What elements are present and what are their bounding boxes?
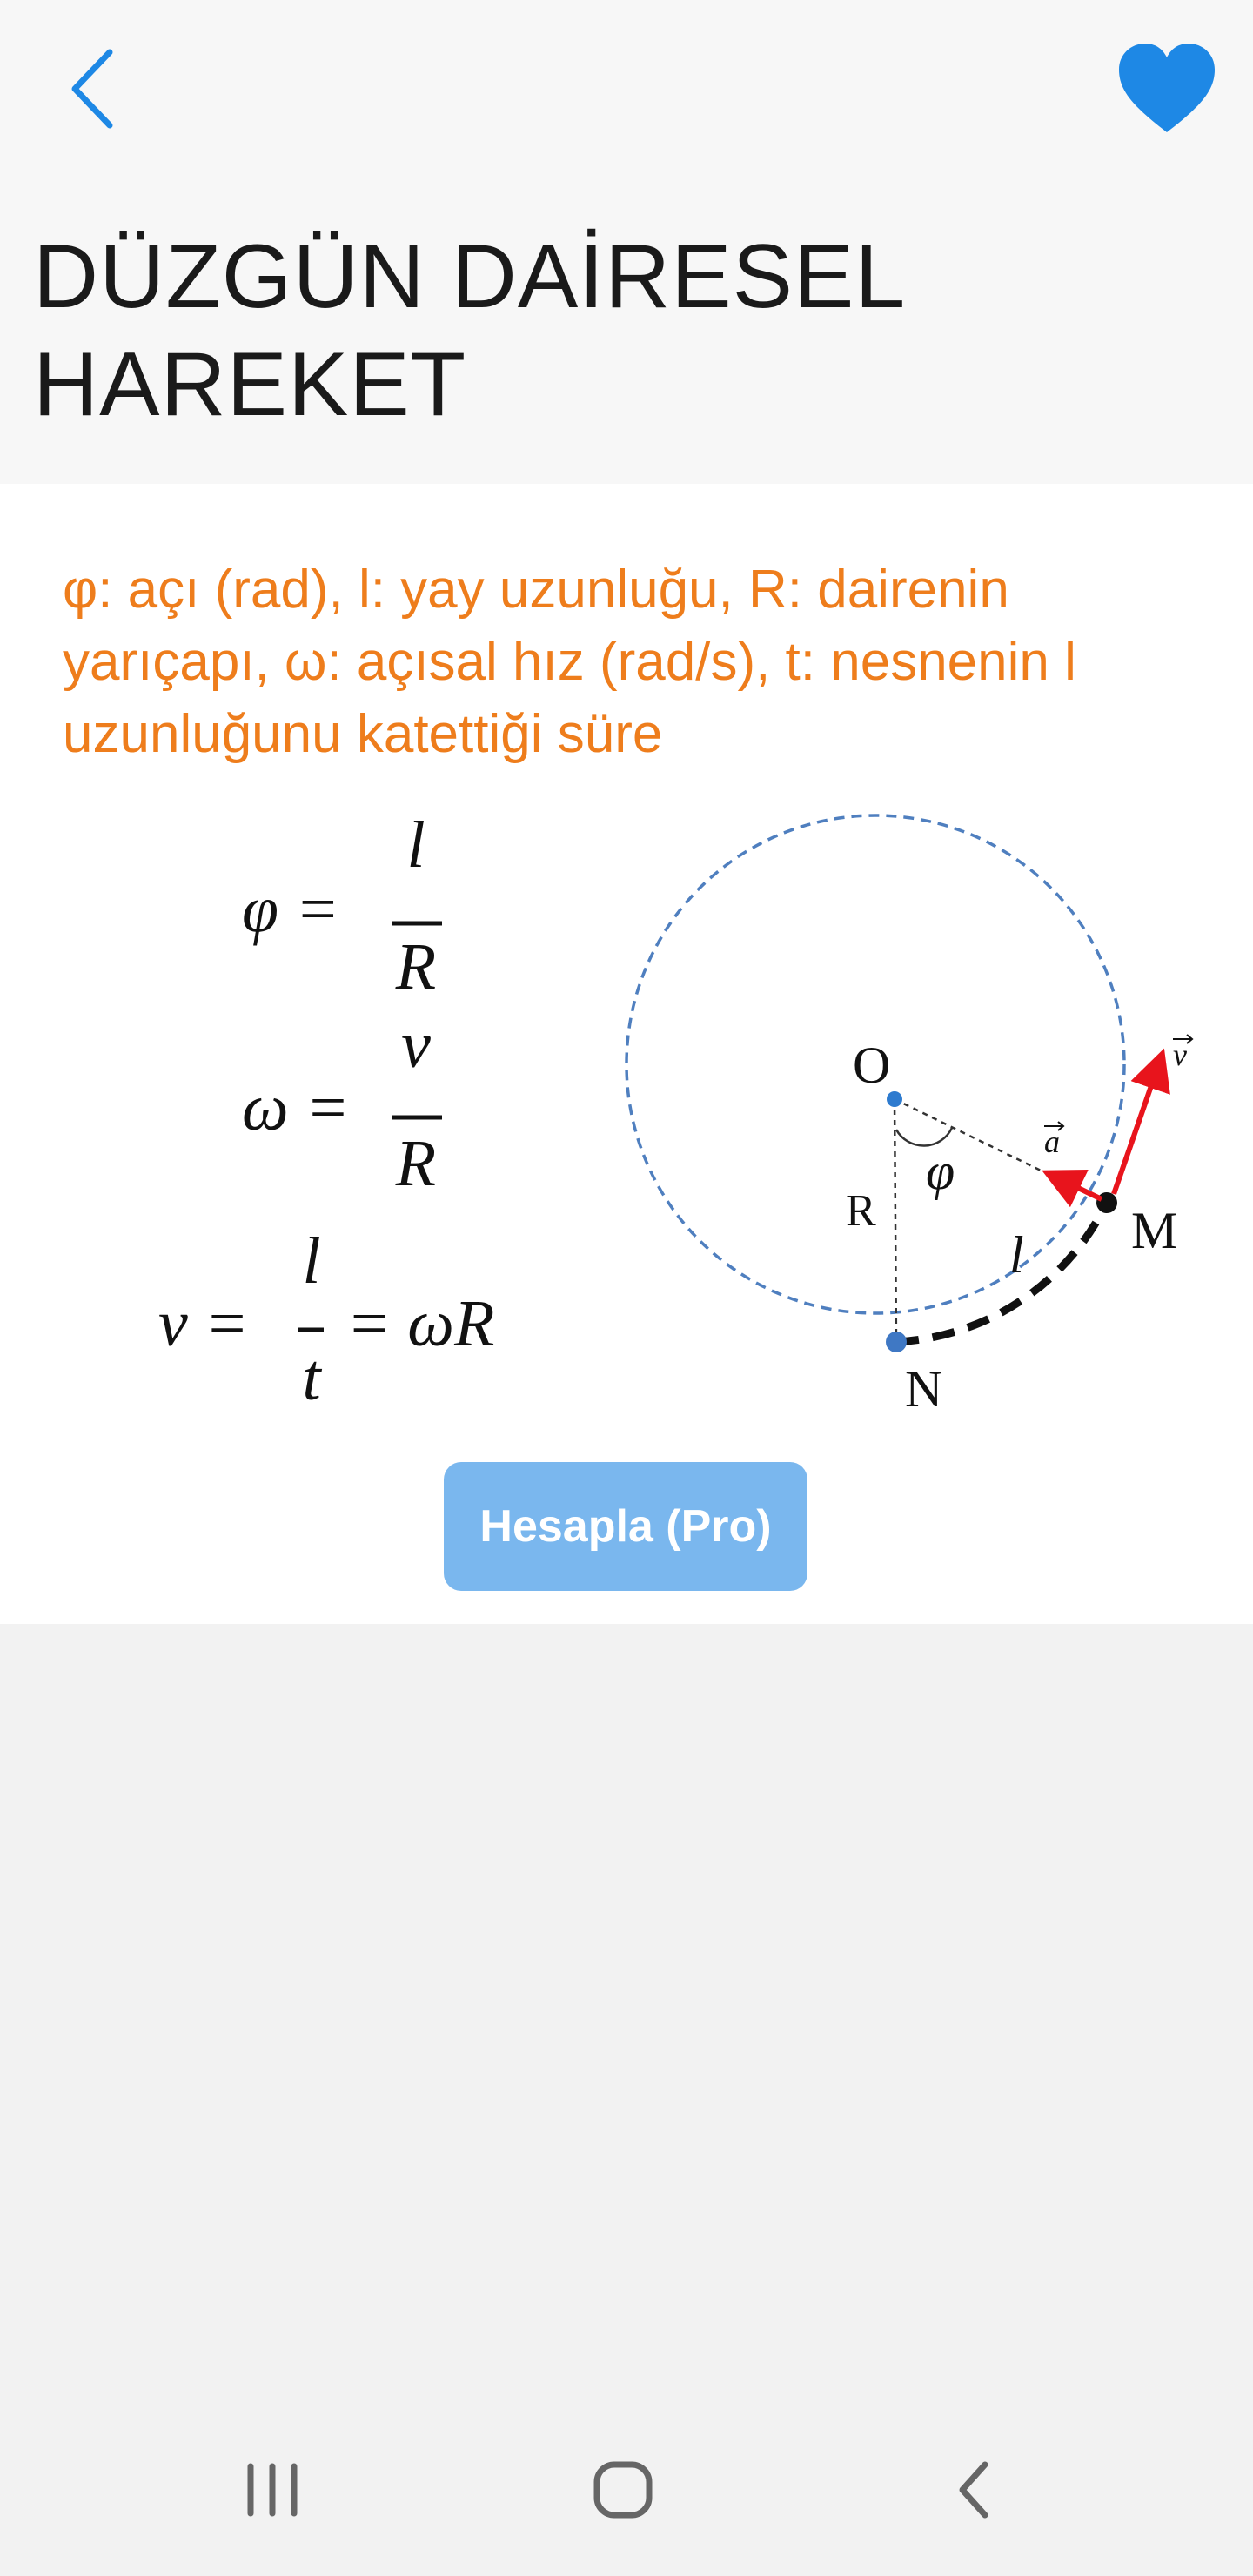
variable-description: φ: açı (rad), l: yay uzunluğu, R: dairenin yarıçapı, ω: açısal hız (rad/s), t: nesnenin l uzunluğunu katettiği süre: [63, 560, 1076, 764]
formula-2-numerator: v: [401, 1009, 431, 1082]
back-icon: [948, 2459, 1001, 2520]
acceleration-vector: [1051, 1175, 1102, 1199]
formula-3-rhs: = ωR: [346, 1287, 495, 1360]
favorite-button[interactable]: [1116, 40, 1218, 143]
system-nav-bar: [0, 2437, 1253, 2576]
calculate-button[interactable]: Hesapla (Pro): [444, 1462, 807, 1591]
formula-1-numerator: l: [406, 808, 425, 882]
chevron-left-icon: [56, 38, 134, 143]
circular-motion-diagram: [626, 815, 1192, 1418]
formula-2-lhs: ω =: [242, 1071, 350, 1144]
formula-diagram-figure: [0, 484, 1253, 1624]
label-O: O: [853, 1036, 891, 1094]
label-phi: φ: [926, 1143, 955, 1200]
home-icon: [590, 2459, 656, 2520]
recent-apps-button[interactable]: [235, 2459, 310, 2520]
recent-apps-icon: [235, 2459, 310, 2520]
page-title: DÜZGÜN DAİRESEL HAREKET: [33, 226, 903, 435]
content-card: [0, 484, 1253, 1624]
velocity-vector: [1114, 1058, 1161, 1194]
point-N: [886, 1332, 907, 1352]
formula-2-denominator: R: [395, 1127, 437, 1200]
formula-3-numerator: l: [302, 1224, 321, 1298]
label-R: R: [846, 1186, 876, 1236]
formula-1-lhs: φ =: [242, 873, 340, 946]
app-header: [0, 0, 1253, 484]
radius-line-ON: [895, 1099, 896, 1342]
label-l: l: [1009, 1226, 1024, 1284]
label-M: M: [1131, 1202, 1178, 1259]
label-a: a: [1044, 1124, 1060, 1159]
arc-length-path: [896, 1203, 1107, 1342]
label-N: N: [905, 1360, 943, 1418]
formula-3-lhs: v =: [158, 1287, 250, 1360]
formula-3-denominator: t: [302, 1341, 321, 1414]
heart-icon: [1116, 40, 1218, 143]
label-v: v: [1173, 1037, 1187, 1072]
formula-1-denominator: R: [395, 930, 437, 1003]
formulas: [158, 808, 494, 1414]
back-button[interactable]: [56, 38, 134, 143]
home-button[interactable]: [590, 2459, 656, 2520]
system-back-button[interactable]: [948, 2459, 1001, 2520]
